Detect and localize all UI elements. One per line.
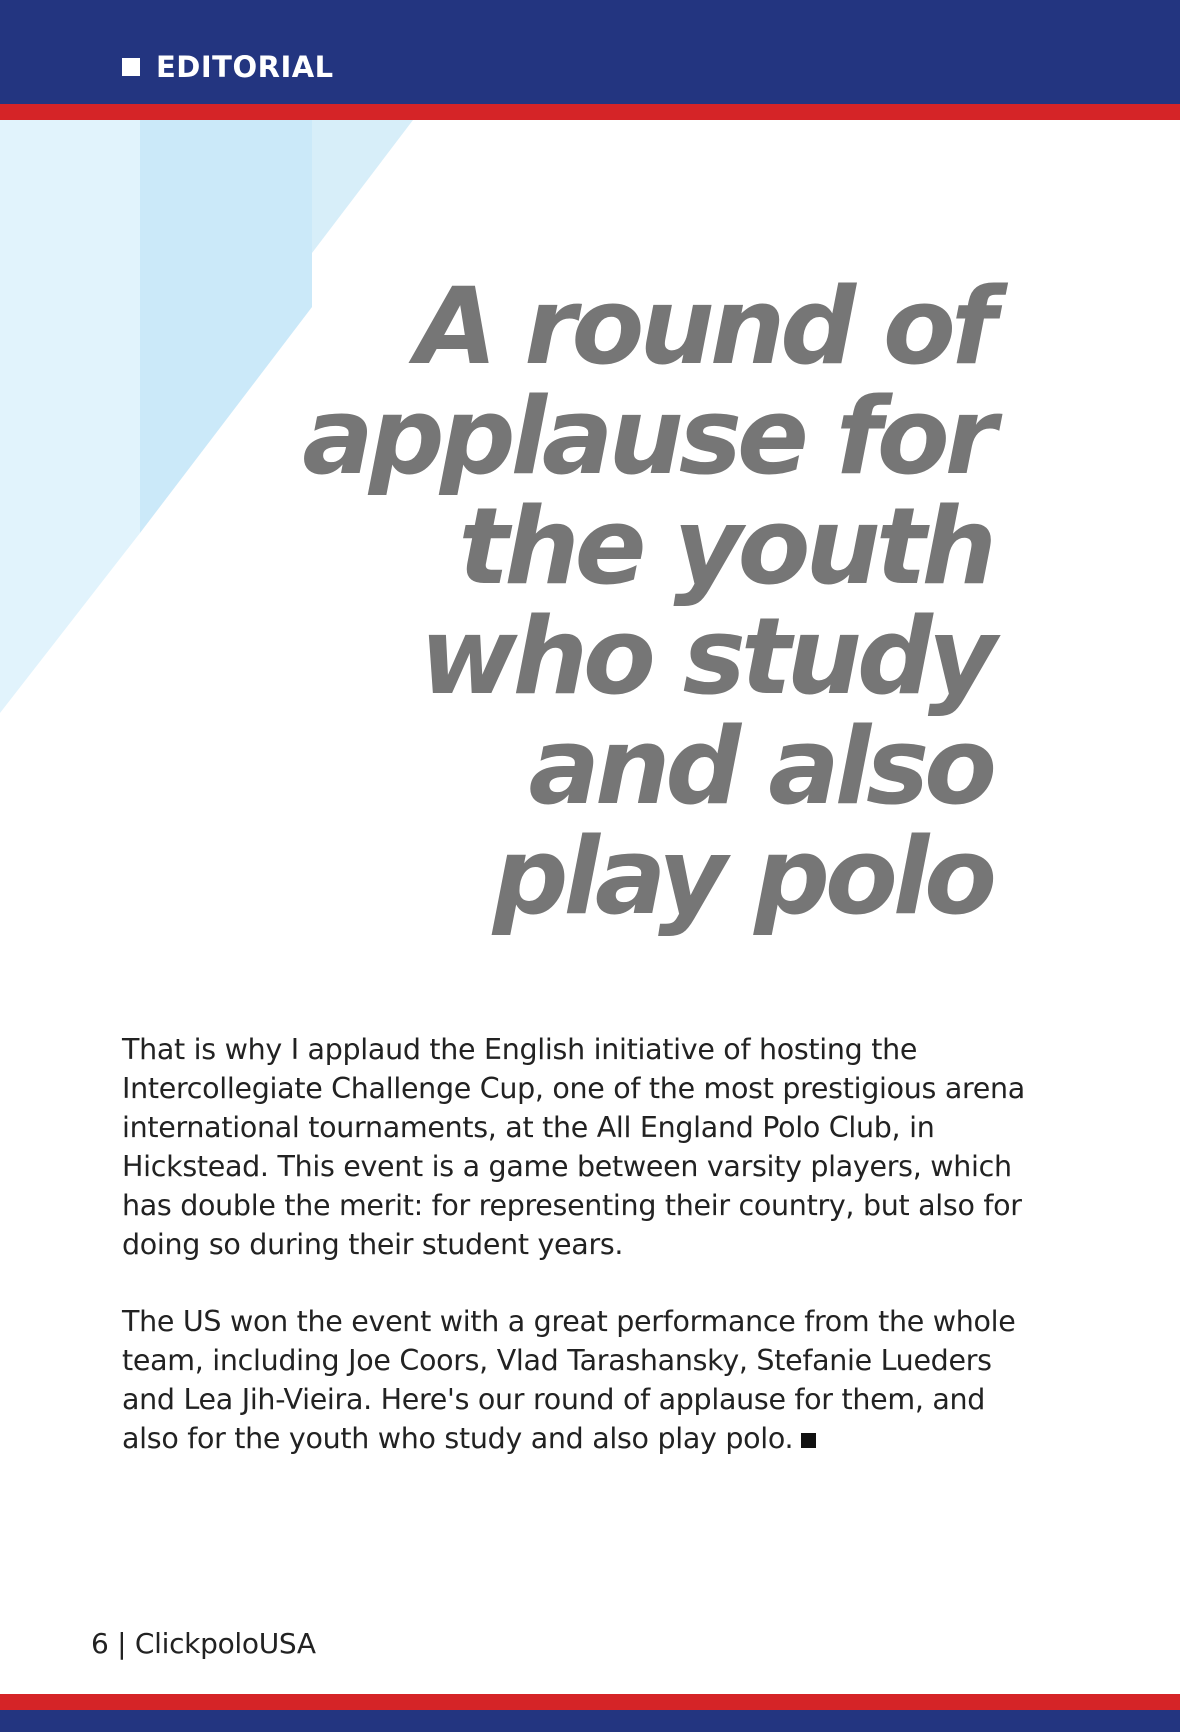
footer-separator: | [117,1627,127,1660]
article-body [122,1030,1042,1496]
header-red-stripe [0,104,1180,120]
section-label [122,50,334,84]
body-paragraph-text: That is why I applaud the English initiative of hosting the Intercollegiate Challenge Cup, one of the most prestigious arena international tournaments, at the All England Polo Club, in Hickstead. This event is a game between varsity players, which has double the merit: for representing their country, but also for doing so during their student years. [122,1033,1025,1261]
square-bullet-icon [122,58,140,76]
end-of-article-square-icon [801,1433,816,1448]
headline-line: A round of [415,265,992,388]
body-paragraph-text: The US won the event with a great performance from the whole team, including Joe Coors, Vlad Tarashansky, Stefanie Lueders and Lea Jih-Vieira. Here's our round of applause for them, and also for the youth who study and also play polo. [122,1305,1016,1455]
section-label-text: EDITORIAL [156,50,334,84]
page-footer [91,1627,316,1660]
headline-line: and also [528,705,992,828]
page-number: 6 [91,1627,109,1660]
body-paragraph [122,1030,1042,1264]
footer-band [0,1710,1180,1732]
headline-line: applause for [302,375,992,498]
body-paragraph [122,1302,1042,1458]
headline-line: the youth [458,485,992,608]
headline-line: who study [419,595,992,718]
headline [72,265,992,938]
publication-name: ClickpoloUSA [134,1627,316,1660]
footer-red-stripe [0,1694,1180,1710]
headline-line: play polo [492,815,992,938]
